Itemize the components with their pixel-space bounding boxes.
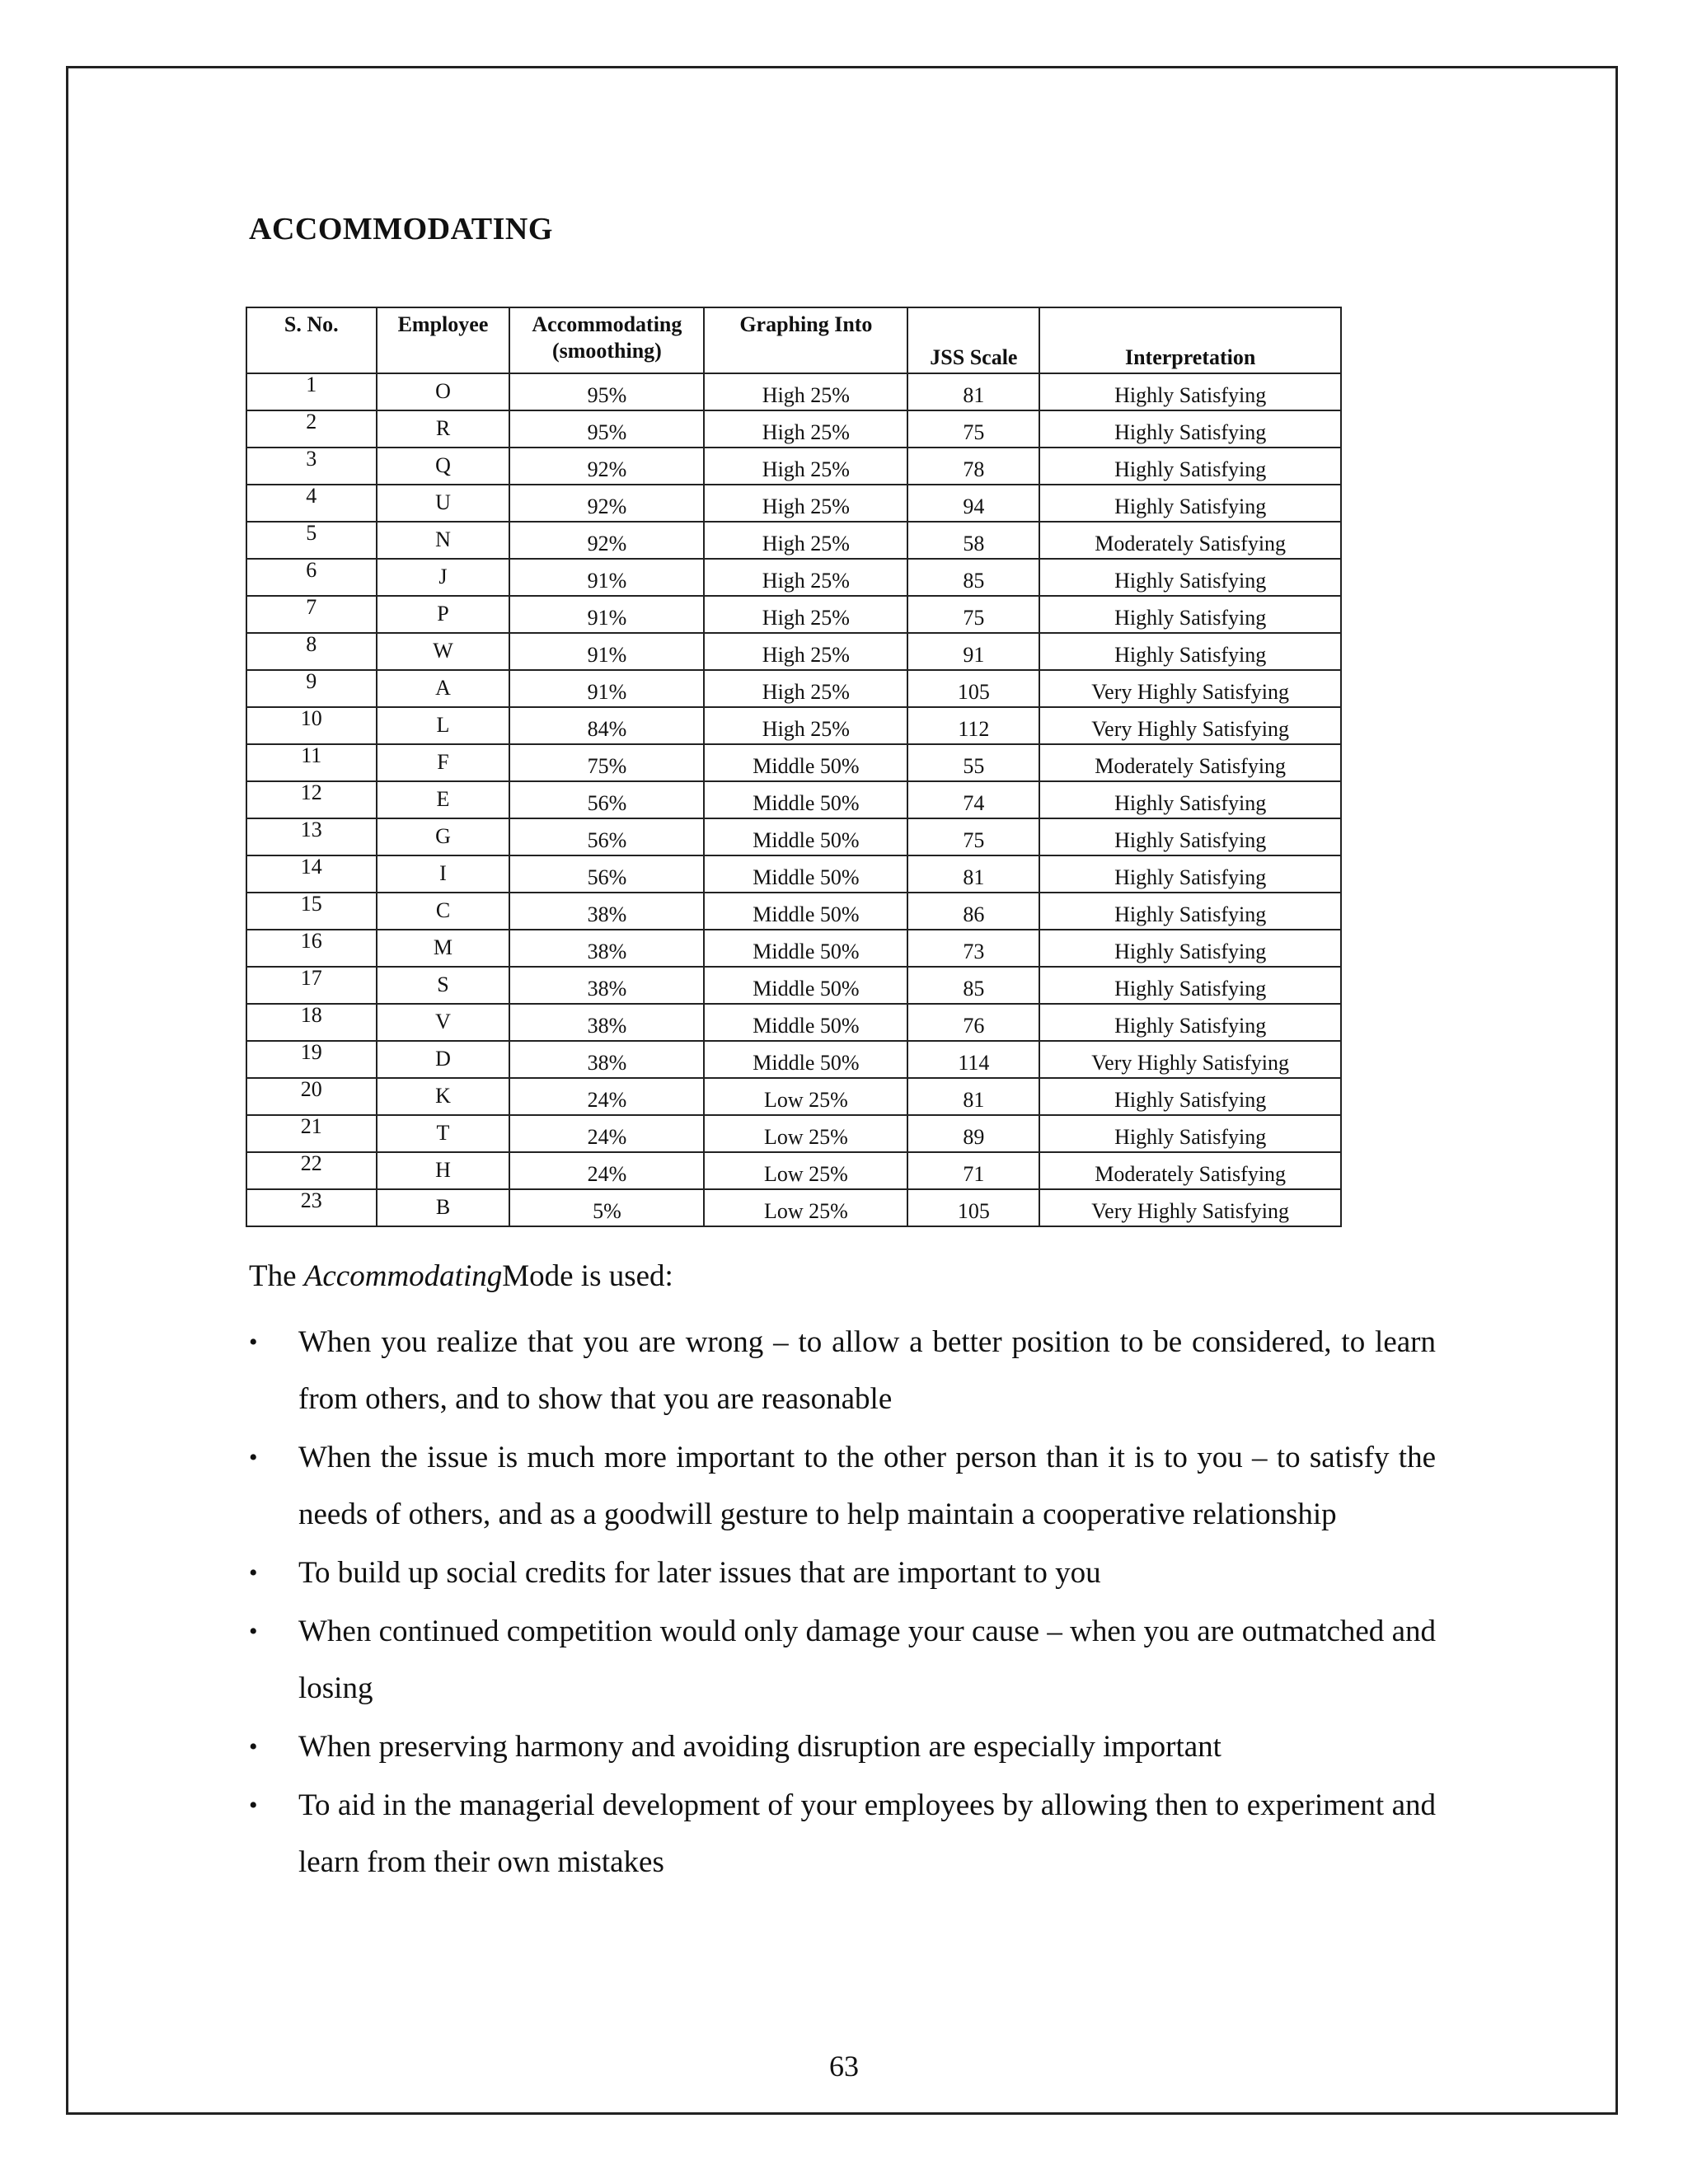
cell-sno: 4 [246,485,377,522]
intro-sentence [249,1258,673,1294]
cell-graphing: Middle 50% [704,818,907,855]
bullet-icon: • [249,1618,258,1645]
table-row [246,410,1341,448]
table-row [246,1041,1341,1078]
list-item-text: When continued competition would only damage your cause – when you are outmatched and losing [298,1615,1436,1705]
table-row [246,818,1341,855]
cell-accommodating: 91% [509,633,704,670]
list-item [249,1777,1436,1891]
cell-interpretation: Very Highly Satisfying [1039,707,1341,744]
cell-employee: K [377,1078,510,1115]
cell-accommodating: 92% [509,448,704,485]
cell-employee: N [377,522,510,559]
cell-jss: 78 [907,448,1039,485]
cell-employee: S [377,967,510,1004]
table-row [246,633,1341,670]
cell-employee: C [377,893,510,930]
cell-jss: 71 [907,1152,1039,1189]
list-item [249,1718,1436,1775]
bullet-icon: • [249,1329,258,1356]
cell-sno: 14 [246,855,377,893]
cell-sno: 15 [246,893,377,930]
cell-accommodating: 56% [509,818,704,855]
table-row [246,559,1341,596]
cell-jss: 86 [907,893,1039,930]
cell-graphing: High 25% [704,448,907,485]
table-row [246,930,1341,967]
table-row [246,1152,1341,1189]
cell-jss: 74 [907,781,1039,818]
cell-jss: 75 [907,410,1039,448]
intro-prefix: The [249,1259,297,1293]
table-header-row [246,307,1341,373]
cell-sno: 23 [246,1189,377,1226]
table-row [246,670,1341,707]
cell-accommodating: 56% [509,781,704,818]
cell-sno: 9 [246,670,377,707]
cell-jss: 76 [907,1004,1039,1041]
cell-employee: M [377,930,510,967]
cell-interpretation: Highly Satisfying [1039,818,1341,855]
cell-employee: H [377,1152,510,1189]
cell-graphing: Middle 50% [704,967,907,1004]
cell-graphing: High 25% [704,410,907,448]
cell-graphing: Middle 50% [704,930,907,967]
cell-graphing: High 25% [704,670,907,707]
header-accommodating-line1: Accommodating [532,312,682,336]
cell-employee: V [377,1004,510,1041]
cell-employee: A [377,670,510,707]
cell-jss: 105 [907,670,1039,707]
cell-graphing: High 25% [704,633,907,670]
table-body [246,373,1341,1226]
cell-accommodating: 95% [509,410,704,448]
bullet-icon: • [249,1444,258,1471]
cell-interpretation: Highly Satisfying [1039,930,1341,967]
cell-graphing: Low 25% [704,1189,907,1226]
page-number: 63 [829,2050,859,2083]
cell-interpretation: Highly Satisfying [1039,559,1341,596]
cell-interpretation: Highly Satisfying [1039,633,1341,670]
table-row [246,1078,1341,1115]
cell-sno: 18 [246,1004,377,1041]
cell-graphing: Middle 50% [704,1041,907,1078]
cell-graphing: Low 25% [704,1078,907,1115]
cell-accommodating: 24% [509,1078,704,1115]
cell-jss: 75 [907,818,1039,855]
table-row [246,1004,1341,1041]
cell-interpretation: Very Highly Satisfying [1039,1189,1341,1226]
cell-employee: O [377,373,510,410]
cell-jss: 94 [907,485,1039,522]
cell-interpretation: Highly Satisfying [1039,410,1341,448]
cell-sno: 19 [246,1041,377,1078]
cell-sno: 16 [246,930,377,967]
table-row [246,855,1341,893]
cell-sno: 8 [246,633,377,670]
cell-employee: J [377,559,510,596]
cell-accommodating: 56% [509,855,704,893]
list-item-text: When the issue is much more important to the other person than it is to you – to satisfy the needs of others, and as a goodwill gesture to help maintain a cooperative relationship [298,1441,1436,1531]
cell-graphing: High 25% [704,522,907,559]
header-accommodating-line2: (smoothing) [551,339,662,363]
table-row [246,781,1341,818]
cell-graphing: Low 25% [704,1115,907,1152]
cell-employee: B [377,1189,510,1226]
cell-interpretation: Very Highly Satisfying [1039,1041,1341,1078]
cell-graphing: Low 25% [704,1152,907,1189]
list-item-text: To build up social credits for later issues that are important to you [298,1556,1101,1590]
cell-sno: 22 [246,1152,377,1189]
cell-jss: 114 [907,1041,1039,1078]
table-row [246,485,1341,522]
cell-graphing: High 25% [704,559,907,596]
table-row [246,373,1341,410]
table-row [246,596,1341,633]
cell-jss: 81 [907,855,1039,893]
cell-graphing: Middle 50% [704,855,907,893]
cell-jss: 91 [907,633,1039,670]
cell-sno: 17 [246,967,377,1004]
table-row [246,522,1341,559]
cell-graphing: High 25% [704,596,907,633]
cell-sno: 11 [246,744,377,781]
cell-employee: P [377,596,510,633]
cell-graphing: Middle 50% [704,744,907,781]
cell-sno: 12 [246,781,377,818]
cell-employee: R [377,410,510,448]
header-accommodating [509,307,704,373]
cell-interpretation: Highly Satisfying [1039,485,1341,522]
cell-sno: 1 [246,373,377,410]
cell-accommodating: 91% [509,670,704,707]
cell-employee: I [377,855,510,893]
intro-suffix: Mode is used: [502,1259,673,1293]
list-item [249,1603,1436,1717]
table-row [246,1189,1341,1226]
cell-graphing: High 25% [704,707,907,744]
cell-interpretation: Highly Satisfying [1039,893,1341,930]
list-item-text: When you realize that you are wrong – to allow a better position to be considered, to learn from others, and to show that you are reasonable [298,1325,1436,1416]
header-interpretation: Interpretation [1039,307,1341,373]
cell-accommodating: 38% [509,930,704,967]
results-table [246,307,1342,1227]
bullet-icon: • [249,1559,258,1586]
cell-graphing: High 25% [704,485,907,522]
cell-sno: 2 [246,410,377,448]
usage-bullet-list [249,1314,1436,1892]
cell-jss: 58 [907,522,1039,559]
cell-accommodating: 5% [509,1189,704,1226]
cell-accommodating: 91% [509,596,704,633]
cell-sno: 20 [246,1078,377,1115]
cell-interpretation: Highly Satisfying [1039,1004,1341,1041]
table-row [246,707,1341,744]
header-sno: S. No. [246,307,377,373]
cell-accommodating: 38% [509,1041,704,1078]
cell-sno: 21 [246,1115,377,1152]
cell-accommodating: 91% [509,559,704,596]
list-item-text: To aid in the managerial development of your employees by allowing then to experiment and learn from their own mistakes [298,1788,1436,1879]
cell-jss: 55 [907,744,1039,781]
section-heading: ACCOMMODATING [249,212,553,246]
list-item [249,1314,1436,1427]
cell-accommodating: 95% [509,373,704,410]
cell-accommodating: 84% [509,707,704,744]
header-employee: Employee [377,307,510,373]
cell-employee: G [377,818,510,855]
cell-interpretation: Highly Satisfying [1039,967,1341,1004]
bullet-icon: • [249,1792,258,1819]
cell-jss: 73 [907,930,1039,967]
cell-graphing: Middle 50% [704,781,907,818]
header-jss: JSS Scale [907,307,1039,373]
cell-employee: L [377,707,510,744]
cell-jss: 81 [907,1078,1039,1115]
intro-emphasis: Accommodating [303,1259,503,1293]
cell-jss: 112 [907,707,1039,744]
cell-accommodating: 38% [509,893,704,930]
cell-interpretation: Highly Satisfying [1039,1115,1341,1152]
cell-employee: E [377,781,510,818]
cell-interpretation: Highly Satisfying [1039,1078,1341,1115]
cell-employee: W [377,633,510,670]
cell-interpretation: Highly Satisfying [1039,373,1341,410]
cell-employee: Q [377,448,510,485]
cell-interpretation: Highly Satisfying [1039,448,1341,485]
cell-employee: D [377,1041,510,1078]
cell-graphing: High 25% [704,373,907,410]
cell-sno: 13 [246,818,377,855]
cell-interpretation: Highly Satisfying [1039,781,1341,818]
cell-jss: 89 [907,1115,1039,1152]
cell-interpretation: Highly Satisfying [1039,596,1341,633]
cell-accommodating: 38% [509,967,704,1004]
cell-sno: 5 [246,522,377,559]
cell-jss: 75 [907,596,1039,633]
cell-sno: 3 [246,448,377,485]
cell-jss: 105 [907,1189,1039,1226]
cell-jss: 81 [907,373,1039,410]
cell-interpretation: Moderately Satisfying [1039,744,1341,781]
table-row [246,448,1341,485]
bullet-icon: • [249,1733,258,1760]
cell-accommodating: 24% [509,1115,704,1152]
cell-employee: F [377,744,510,781]
cell-accommodating: 92% [509,485,704,522]
table-row [246,893,1341,930]
cell-sno: 7 [246,596,377,633]
table-row [246,967,1341,1004]
cell-interpretation: Moderately Satisfying [1039,1152,1341,1189]
cell-accommodating: 92% [509,522,704,559]
cell-interpretation: Moderately Satisfying [1039,522,1341,559]
list-item-text: When preserving harmony and avoiding disruption are especially important [298,1730,1221,1764]
cell-accommodating: 38% [509,1004,704,1041]
list-item [249,1429,1436,1543]
list-item [249,1544,1436,1601]
cell-graphing: Middle 50% [704,893,907,930]
header-graphing: Graphing Into [704,307,907,373]
cell-sno: 6 [246,559,377,596]
cell-employee: U [377,485,510,522]
cell-graphing: Middle 50% [704,1004,907,1041]
cell-accommodating: 24% [509,1152,704,1189]
cell-employee: T [377,1115,510,1152]
cell-jss: 85 [907,967,1039,1004]
cell-accommodating: 75% [509,744,704,781]
cell-interpretation: Highly Satisfying [1039,855,1341,893]
table-row [246,1115,1341,1152]
cell-jss: 85 [907,559,1039,596]
cell-sno: 10 [246,707,377,744]
table-row [246,744,1341,781]
cell-interpretation: Very Highly Satisfying [1039,670,1341,707]
